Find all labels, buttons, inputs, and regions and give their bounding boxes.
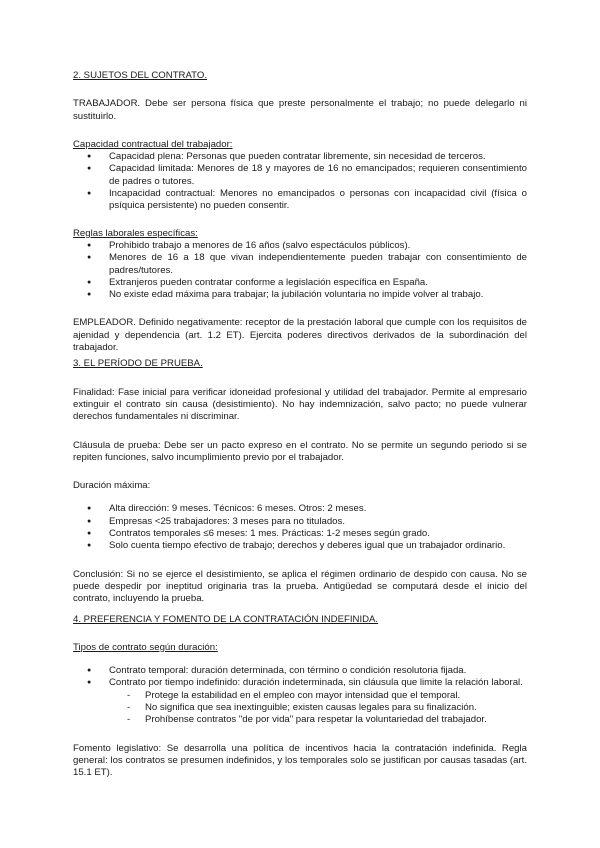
- list-item: ● No existe edad máxima para trabajar; la jubilación voluntaria no impide volver al trabajo.: [73, 289, 527, 301]
- list-item: ● Incapacidad contractual: Menores no emancipados o personas con incapacidad civil (física o psíquica persistente) no pueden consentir.: [73, 188, 527, 213]
- section-4-heading: 4. PREFERENCIA Y FOMENTO DE LA CONTRATACIÓN INDEFINIDA.: [73, 613, 379, 625]
- document-content: [73, 70, 527, 779]
- capacidad-subheading: Capacidad contractual del trabajador:: [73, 138, 233, 150]
- list-item: ● Capacidad plena: Personas que pueden contratar libremente, sin necesidad de terceros.: [73, 151, 527, 163]
- list-item: ● Extranjeros pueden contratar conforme a legislación específica en España.: [73, 277, 527, 289]
- conclusion-paragraph: Conclusión: Si no se ejerce el desistimiento, se aplica el régimen ordinario de despido con causa. No se puede despedir por ineptitud originaria tras la prueba. Antigüedad se computará desde el inicio del contrato, incluyendo la prueba.: [73, 568, 527, 605]
- indefinido-sublist: [73, 690, 527, 727]
- finalidad-paragraph: Finalidad: Fase inicial para verificar idoneidad profesional y utilidad del trabajador. Permite al empresario extinguir el contrato sin causa (desistimiento). No hay indemnización, salvo pacto; no puede vulnerar derechos fundamentales ni discriminar.: [73, 386, 527, 423]
- empleador-paragraph: EMPLEADOR. Definido negativamente: receptor de la prestación laboral que cumple con los requisitos de ajenidad y dependencia (art. 1.2 ET). Ejercita poderes directivos derivados de la subordinación del trabajador.: [73, 317, 527, 354]
- list-item: ● Capacidad limitada: Menores de 18 y mayores de 16 no emancipados; requieren consentimiento de padres o tutores.: [73, 163, 527, 188]
- capacidad-list: [73, 151, 527, 212]
- trabajador-paragraph: TRABAJADOR. Debe ser persona física que preste personalmente el trabajo; no puede delegarlo ni sustituirlo.: [73, 98, 527, 122]
- reglas-list: [73, 240, 527, 301]
- section-2-heading: 2. SUJETOS DEL CONTRATO.: [73, 70, 207, 81]
- list-item: ● Contratos temporales ≤6 meses: 1 mes. Prácticas: 1-2 meses según grado.: [73, 528, 527, 540]
- sublist-item: - No significa que sea inextinguible; existen causas legales para su finalización.: [73, 702, 527, 714]
- list-item: [73, 677, 527, 726]
- tipos-subheading: Tipos de contrato según duración:: [73, 641, 218, 653]
- tipos-list: [73, 665, 527, 726]
- list-item-text: Contrato por tiempo indefinido: duración indeterminada, sin cláusula que limite la relación laboral.: [109, 677, 523, 689]
- duracion-heading: Duración máxima:: [73, 480, 151, 492]
- duracion-list: [73, 503, 527, 552]
- list-item: ● Solo cuenta tiempo efectivo de trabajo; derechos y deberes igual que un trabajador ordinario.: [73, 540, 527, 552]
- list-item: ● Menores de 16 a 18 que vivan independientemente pueden trabajar con consentimiento de padres/tutores.: [73, 252, 527, 277]
- list-item: ● Prohibido trabajo a menores de 16 años (salvo espectáculos públicos).: [73, 240, 527, 252]
- list-item: ● Alta dirección: 9 meses. Técnicos: 6 meses. Otros: 2 meses.: [73, 503, 527, 515]
- list-item: ● Empresas <25 trabajadores: 3 meses para no titulados.: [73, 516, 527, 528]
- section-3-heading: 3. EL PERÍODO DE PRUEBA.: [73, 358, 203, 370]
- sublist-item: - Protege la estabilidad en el empleo con mayor intensidad que el temporal.: [73, 690, 527, 702]
- list-item: ● Contrato temporal: duración determinada, con término o condición resolutoria fijada.: [73, 665, 527, 677]
- clausula-paragraph: Cláusula de prueba: Debe ser un pacto expreso en el contrato. No se permite un segundo periodo si se repiten funciones, salvo incumplimiento previo por el trabajador.: [73, 439, 527, 463]
- sublist-item: - Prohíbense contratos "de por vida" para respetar la voluntariedad del trabajador.: [73, 714, 527, 726]
- reglas-subheading: Reglas laborales específicas:: [73, 227, 198, 239]
- fomento-paragraph: Fomento legislativo: Se desarrolla una política de incentivos hacia la contratación indefinida. Regla general: los contratos se presumen indefinidos, y los temporales solo se justifican por causas tasadas (art. 15.1 ET).: [73, 742, 527, 779]
